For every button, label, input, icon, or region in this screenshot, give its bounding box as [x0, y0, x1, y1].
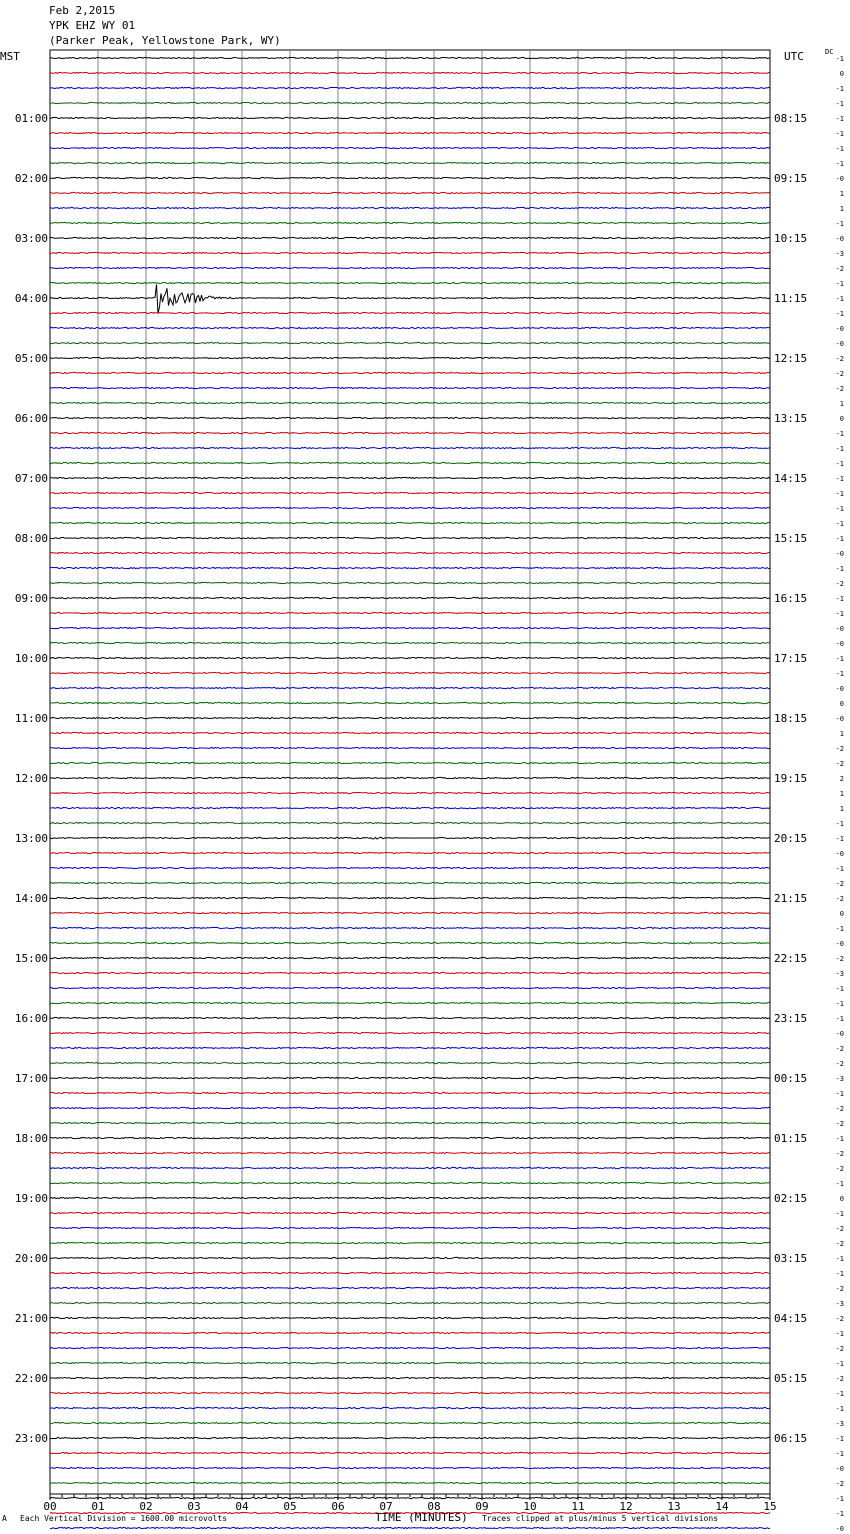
seismic-trace	[50, 417, 770, 418]
seismic-trace	[50, 1482, 770, 1483]
seismic-trace	[50, 1092, 770, 1093]
seismic-trace	[50, 1272, 770, 1273]
left-hour-label: 19:00	[14, 1192, 48, 1205]
dc-offset-label: -1	[835, 1450, 844, 1458]
dc-offset-label: -2	[835, 1375, 844, 1383]
station-location: (Parker Peak, Yellowstone Park, WY)	[49, 34, 281, 47]
seismic-trace	[50, 132, 770, 133]
seismic-trace	[50, 612, 770, 613]
seismic-trace	[50, 177, 770, 178]
seismic-trace	[50, 1152, 770, 1153]
dc-offset-label: 0	[839, 1195, 844, 1203]
left-hour-label: 20:00	[14, 1252, 48, 1265]
left-hour-label: 22:00	[14, 1372, 48, 1385]
dc-offset-label: 1	[839, 730, 844, 738]
seismic-trace	[50, 87, 770, 88]
dc-offset-label: -1	[835, 1405, 844, 1413]
seismic-trace	[50, 1077, 770, 1078]
dc-offset-label: 0	[839, 700, 844, 708]
dc-offset-label: -2	[835, 1240, 844, 1248]
dc-offset-label: -2	[835, 1345, 844, 1353]
seismic-trace	[50, 1377, 770, 1378]
seismic-trace	[50, 1392, 770, 1393]
dc-offset-label: -2	[835, 1285, 844, 1293]
seismic-trace	[50, 1197, 770, 1198]
dc-offset-label: 1	[839, 805, 844, 813]
left-hour-label: 09:00	[14, 592, 48, 605]
dc-offset-label: -1	[835, 1135, 844, 1143]
seismic-trace	[50, 1212, 770, 1213]
left-hour-label: 13:00	[14, 832, 48, 845]
right-hour-label: 06:15	[774, 1432, 808, 1445]
seismic-trace	[50, 537, 770, 538]
seismic-trace	[50, 1497, 770, 1498]
seismic-trace	[50, 1182, 770, 1183]
seismic-trace	[50, 927, 770, 928]
seismic-trace	[50, 1257, 770, 1258]
seismic-trace	[50, 1122, 770, 1123]
seismic-trace	[50, 1422, 770, 1423]
dc-offset-label: 1	[839, 790, 844, 798]
right-hour-label: 12:15	[774, 352, 808, 365]
dc-offset-label: -1	[835, 1495, 844, 1503]
clip-note: Traces clipped at plus/minus 5 vertical divisions	[482, 1514, 719, 1523]
left-hour-label: 12:00	[14, 772, 48, 785]
dc-offset-label: -1	[835, 445, 844, 453]
dc-offset-label: -0	[835, 1465, 844, 1473]
dc-offset-label: -2	[835, 355, 844, 363]
dc-offset-label: -2	[835, 1045, 844, 1053]
dc-offset-label: -1	[835, 145, 844, 153]
dc-offset-label: -2	[835, 880, 844, 888]
dc-offset-label: -1	[835, 820, 844, 828]
right-hour-label: 08:15	[774, 112, 808, 125]
dc-offset-label: -2	[835, 1105, 844, 1113]
left-hour-label: 01:00	[14, 112, 48, 125]
dc-offset-label: -1	[835, 1390, 844, 1398]
left-hour-label: 05:00	[14, 352, 48, 365]
seismic-trace	[50, 57, 770, 58]
dc-offset-label: -1	[835, 295, 844, 303]
dc-offset-label: -1	[835, 85, 844, 93]
dc-offset-label: 1	[839, 205, 844, 213]
dc-offset-label: -1	[835, 985, 844, 993]
seismic-trace	[50, 117, 770, 118]
dc-offset-label: -1	[835, 475, 844, 483]
dc-offset-label: -2	[835, 1165, 844, 1173]
seismic-trace	[50, 1242, 770, 1243]
right-hour-label: 18:15	[774, 712, 808, 725]
left-hour-label: 07:00	[14, 472, 48, 485]
plot-frame	[50, 50, 770, 1494]
dc-offset-label: -2	[835, 745, 844, 753]
dc-offset-label: -1	[835, 130, 844, 138]
left-hour-label: 21:00	[14, 1312, 48, 1325]
x-tick-label: 01	[91, 1500, 105, 1513]
dc-offset-label: -1	[835, 595, 844, 603]
left-hour-label: 03:00	[14, 232, 48, 245]
left-hour-label: 08:00	[14, 532, 48, 545]
right-hour-label: 04:15	[774, 1312, 808, 1325]
left-hour-label: 14:00	[14, 892, 48, 905]
left-hour-label: 10:00	[14, 652, 48, 665]
right-hour-label: 05:15	[774, 1372, 808, 1385]
x-tick-label: 14	[715, 1500, 729, 1513]
dc-offset-label: -1	[835, 610, 844, 618]
seismic-trace	[50, 972, 770, 973]
seismic-trace	[50, 882, 770, 883]
dc-offset-label: -1	[835, 1330, 844, 1338]
seismic-trace	[50, 1167, 770, 1168]
dc-offset-label: -1	[835, 460, 844, 468]
dc-offset-label: -0	[835, 940, 844, 948]
seismic-trace	[50, 282, 770, 283]
right-hour-label: 00:15	[774, 1072, 808, 1085]
dc-offset-label: -2	[835, 955, 844, 963]
seismic-trace	[50, 1362, 770, 1363]
left-hour-label: 15:00	[14, 952, 48, 965]
dc-offset-label: -0	[835, 175, 844, 183]
x-tick-label: 10	[523, 1500, 537, 1513]
dc-offset-label: -0	[835, 850, 844, 858]
dc-offset-label: -1	[835, 670, 844, 678]
seismic-trace	[50, 987, 770, 988]
seismic-trace	[50, 732, 770, 733]
dc-offset-label: -1	[835, 55, 844, 63]
dc-offset-label: -3	[835, 970, 844, 978]
right-timezone-label: UTC	[784, 50, 804, 63]
right-hour-label: 11:15	[774, 292, 808, 305]
seismic-trace	[50, 627, 770, 628]
left-hour-label: 23:00	[14, 1432, 48, 1445]
dc-offset-label: -2	[835, 580, 844, 588]
dc-offset-label: -1	[835, 925, 844, 933]
seismic-trace	[50, 717, 770, 718]
seismic-trace	[50, 222, 770, 223]
seismic-trace	[50, 597, 770, 598]
x-tick-label: 11	[571, 1500, 585, 1513]
dc-offset-label: -2	[835, 385, 844, 393]
seismic-trace	[50, 387, 770, 388]
left-hour-label: 11:00	[14, 712, 48, 725]
seismic-trace	[50, 777, 770, 778]
dc-offset-label: -3	[835, 250, 844, 258]
seismic-trace	[50, 1062, 770, 1063]
right-hour-label: 01:15	[774, 1132, 808, 1145]
dc-offset-label: -0	[835, 235, 844, 243]
x-axis-title: TIME (MINUTES)	[375, 1511, 468, 1524]
scale-note: Each Vertical Division = 1600.00 microvolts	[20, 1514, 228, 1523]
seismic-trace	[50, 267, 770, 268]
seismic-trace	[50, 102, 770, 103]
seismic-trace	[50, 312, 770, 313]
seismic-trace	[50, 552, 770, 553]
right-hour-label: 03:15	[774, 1252, 808, 1265]
dc-offset-label: -2	[835, 895, 844, 903]
seismic-trace	[50, 1287, 770, 1288]
dc-offset-label: -2	[835, 370, 844, 378]
seismic-trace	[50, 327, 770, 328]
x-tick-label: 04	[235, 1500, 249, 1513]
left-hour-label: 16:00	[14, 1012, 48, 1025]
seismic-trace	[50, 432, 770, 433]
x-tick-label: 12	[619, 1500, 633, 1513]
dc-offset-label: -1	[835, 835, 844, 843]
seismic-trace	[50, 1302, 770, 1303]
x-tick-label: 13	[667, 1500, 681, 1513]
seismic-trace	[50, 192, 770, 193]
dc-offset-label: -0	[835, 550, 844, 558]
dc-offset-label: -2	[835, 1060, 844, 1068]
dc-offset-label: -1	[835, 520, 844, 528]
seismic-trace	[50, 1437, 770, 1438]
right-hour-label: 13:15	[774, 412, 808, 425]
seismic-trace	[50, 372, 770, 373]
seismic-trace	[50, 1002, 770, 1003]
dc-offset-label: 2	[839, 775, 844, 783]
x-tick-label: 07	[379, 1500, 393, 1513]
seismic-trace	[50, 1227, 770, 1228]
right-hour-label: 23:15	[774, 1012, 808, 1025]
right-hour-label: 10:15	[774, 232, 808, 245]
dc-offset-label: -0	[835, 325, 844, 333]
seismic-trace	[50, 867, 770, 868]
dc-offset-label: -1	[835, 535, 844, 543]
seismic-trace	[50, 1107, 770, 1108]
seismic-trace	[50, 507, 770, 508]
seismic-trace	[50, 687, 770, 688]
seismic-trace	[50, 284, 770, 313]
x-tick-label: 05	[283, 1500, 297, 1513]
seismic-trace	[50, 1527, 770, 1528]
dc-offset-label: -1	[835, 1180, 844, 1188]
dc-offset-label: -1	[835, 1435, 844, 1443]
dc-offset-label: -0	[835, 1030, 844, 1038]
left-hour-label: 04:00	[14, 292, 48, 305]
seismic-trace	[50, 1467, 770, 1468]
x-tick-label: 06	[331, 1500, 345, 1513]
dc-offset-label: -0	[835, 1525, 844, 1533]
dc-offset-label: -0	[835, 715, 844, 723]
dc-offset-label: -1	[835, 100, 844, 108]
station-code: YPK EHZ WY 01	[49, 19, 136, 32]
dc-offset-label: -2	[835, 265, 844, 273]
dc-offset-label: -3	[835, 1075, 844, 1083]
right-hour-label: 09:15	[774, 172, 808, 185]
dc-offset-label: -2	[835, 1150, 844, 1158]
dc-offset-label: -1	[835, 655, 844, 663]
dc-offset-label: -2	[835, 1315, 844, 1323]
footer-mark: A	[2, 1514, 7, 1523]
x-tick-label: 00	[43, 1500, 57, 1513]
seismic-trace	[50, 462, 770, 463]
left-hour-label: 02:00	[14, 172, 48, 185]
dc-offset-label: -1	[835, 1510, 844, 1518]
x-tick-label: 08	[427, 1500, 441, 1513]
seismic-trace	[50, 852, 770, 853]
dc-offset-label: -2	[835, 1120, 844, 1128]
seismic-trace	[50, 837, 770, 839]
dc-offset-label: 0	[839, 70, 844, 78]
seismic-trace	[50, 1332, 770, 1333]
right-hour-label: 17:15	[774, 652, 808, 665]
seismic-trace	[50, 1032, 770, 1033]
x-tick-label: 02	[139, 1500, 153, 1513]
seismic-trace	[50, 1137, 770, 1138]
dc-offset-label: -1	[835, 865, 844, 873]
dc-offset-label: -1	[835, 1255, 844, 1263]
seismic-trace	[50, 522, 770, 523]
seismic-trace	[50, 897, 770, 898]
dc-offset-label: -2	[835, 1480, 844, 1488]
dc-offset-label: -1	[835, 565, 844, 573]
right-hour-label: 02:15	[774, 1192, 808, 1205]
seismic-trace	[50, 357, 770, 358]
seismic-trace	[50, 1047, 770, 1048]
right-hour-label: 14:15	[774, 472, 808, 485]
right-hour-label: 22:15	[774, 952, 808, 965]
dc-offset-label: -1	[835, 1270, 844, 1278]
seismic-trace	[50, 147, 770, 148]
left-hour-label: 17:00	[14, 1072, 48, 1085]
seismic-trace	[50, 1317, 770, 1318]
seismic-trace	[50, 747, 770, 748]
dc-offset-label: -1	[835, 490, 844, 498]
right-hour-label: 15:15	[774, 532, 808, 545]
right-hour-label: 16:15	[774, 592, 808, 605]
seismic-trace	[50, 447, 770, 448]
dc-offset-label: 0	[839, 415, 844, 423]
seismic-trace	[50, 657, 770, 658]
seismic-trace	[50, 72, 770, 73]
dc-offset-label: -1	[835, 1360, 844, 1368]
dc-offset-label: -1	[835, 1015, 844, 1023]
x-tick-label: 09	[475, 1500, 489, 1513]
dc-offset-label: 1	[839, 190, 844, 198]
x-tick-label: 15	[763, 1500, 777, 1513]
dc-offset-label: -1	[835, 430, 844, 438]
dc-offset-label: -0	[835, 625, 844, 633]
right-hour-label: 21:15	[774, 892, 808, 905]
dc-offset-label: -1	[835, 310, 844, 318]
dc-offset-label: 1	[839, 400, 844, 408]
seismic-trace	[50, 1017, 770, 1018]
left-hour-label: 06:00	[14, 412, 48, 425]
dc-offset-label: -1	[835, 280, 844, 288]
dc-offset-label: -2	[835, 760, 844, 768]
dc-offset-label: -0	[835, 685, 844, 693]
dc-offset-label: -0	[835, 340, 844, 348]
dc-offset-label: -3	[835, 1300, 844, 1308]
seismic-trace	[50, 822, 770, 823]
seismic-trace	[50, 1347, 770, 1348]
dc-offset-label: -1	[835, 220, 844, 228]
seismic-trace	[50, 957, 770, 958]
dc-offset-label: -3	[835, 1420, 844, 1428]
seismic-trace	[50, 942, 770, 944]
seismic-trace	[50, 1407, 770, 1408]
plot-date: Feb 2,2015	[49, 4, 116, 17]
seismic-trace	[50, 207, 770, 208]
seismic-trace	[50, 912, 770, 913]
seismic-trace	[50, 252, 770, 253]
dc-offset-label: -1	[835, 115, 844, 123]
dc-offset-label: -1	[835, 505, 844, 513]
dc-offset-label: -0	[835, 640, 844, 648]
right-hour-label: 20:15	[774, 832, 808, 845]
seismic-trace	[50, 762, 770, 763]
x-tick-label: 03	[187, 1500, 201, 1513]
seismic-trace	[50, 1452, 770, 1453]
dc-offset-label: -2	[835, 1225, 844, 1233]
seismic-trace	[50, 807, 770, 808]
dc-offset-label: -1	[835, 1000, 844, 1008]
seismic-trace	[50, 492, 770, 493]
left-hour-label: 18:00	[14, 1132, 48, 1145]
right-hour-label: 19:15	[774, 772, 808, 785]
dc-offset-label: -1	[835, 1210, 844, 1218]
seismic-trace	[50, 162, 770, 163]
seismic-trace	[50, 237, 770, 238]
seismic-trace	[50, 642, 770, 643]
left-timezone-label: MST	[0, 50, 20, 63]
seismic-trace	[50, 342, 770, 343]
seismic-trace	[50, 477, 770, 478]
seismic-trace	[50, 567, 770, 568]
dc-offset-label: 0	[839, 910, 844, 918]
seismic-trace	[50, 582, 770, 583]
dc-offset-label: -1	[835, 160, 844, 168]
seismic-trace	[50, 702, 770, 703]
seismic-trace	[50, 792, 770, 793]
dc-label: DC	[825, 48, 834, 56]
seismic-trace	[50, 402, 770, 403]
dc-offset-label: -1	[835, 1090, 844, 1098]
seismic-trace	[50, 672, 770, 673]
